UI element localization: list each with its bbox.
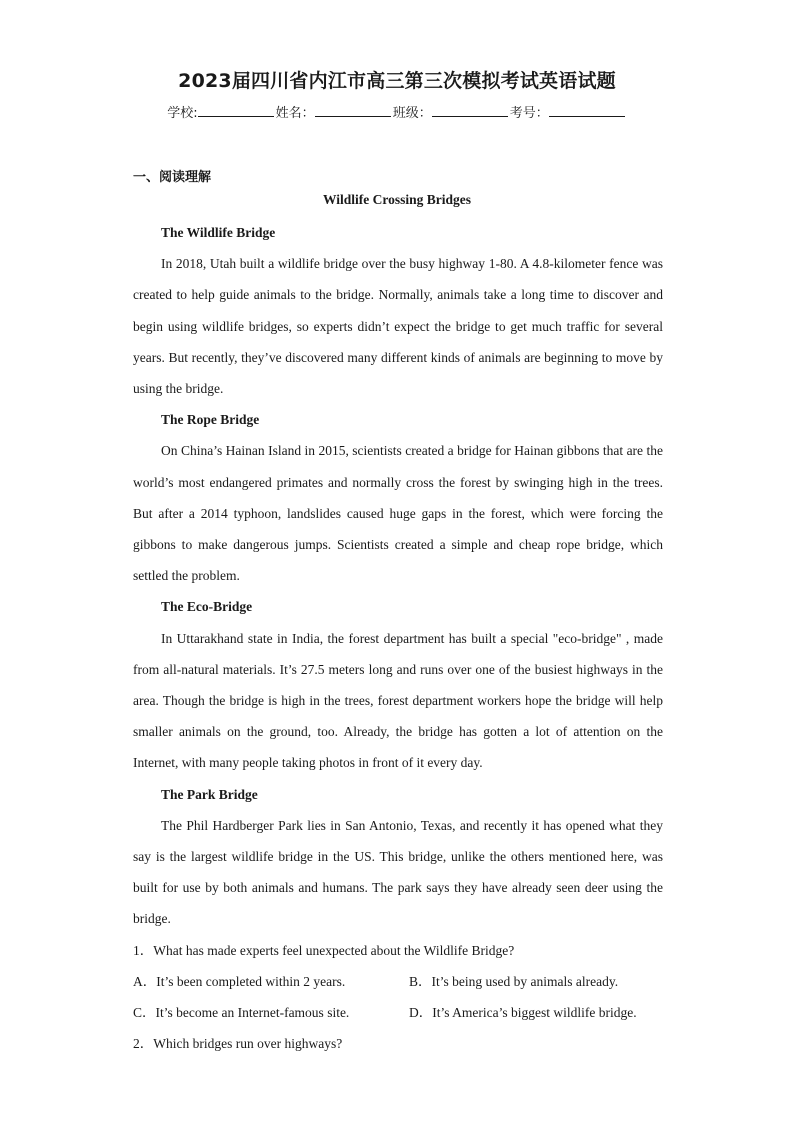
paragraph-wildlife-bridge: In 2018, Utah built a wildlife bridge over the busy highway 1-80. A 4.8-kilometer fence was created to help guide animals to the bridge. Normally, animals take a long time to discover and begin using wildlife bridges, so experts didn’t expect the bridge to get much traffic for several years. But recently, they’ve discovered many different kinds of animals are beginning to move by using the bridge. [133,256,663,397]
subheading-eco-bridge: The Eco-Bridge [161,599,253,615]
question-1-option-b: B．It’s being used by animals already. [409,973,619,989]
school-label: 学校: [167,106,198,121]
question-2-stem: 2．Which bridges run over highways? [133,1036,343,1052]
name-label: 姓名： [275,106,315,121]
number-blank [549,104,625,117]
question-1-option-a: A．It’s been completed within 2 years. [133,973,346,989]
subheading-rope-bridge: The Rope Bridge [161,412,260,428]
question-1-stem: 1．What has made experts feel unexpected about the Wildlife Bridge? [133,942,515,958]
passage-title: Wildlife Crossing Bridges [322,192,472,207]
number-label: 考号： [509,106,549,121]
question-1-option-d: D．It’s America’s biggest wildlife bridge. [409,1005,637,1021]
paragraph-eco-bridge: In Uttarakhand state in India, the forest department has built a special "eco-bridge" , made from all-natural materials. It’s 27.5 meters long and runs over one of the busiest highways in the area. Though the bridge is high in the trees, forest department workers hope the bridge will help smaller animals on the ground, too. Already, the bridge has gotten a lot of attention on the Internet, with many people taking photos in front of it every day. [133,630,663,771]
subheading-park-bridge: The Park Bridge [161,786,258,802]
class-blank [432,104,508,117]
question-1-options-row-2 [133,997,663,1028]
passage-body [133,217,663,1059]
class-label: 班级： [392,106,432,121]
paragraph-rope-bridge: On China’s Hainan Island in 2015, scientists created a bridge for Hainan gibbons that are the world’s most endangered primates and normally cross the forest by swinging high in the trees. But after a 2014 typhoon, landslides caused huge gaps in the forest, which were forcing the gibbons to make dangerous jumps. Scientists created a simple and cheap rope bridge, which settled the problem. [133,443,663,584]
exam-title: 2023届四川省内江市高三第三次模拟考试英语试题 [178,70,616,92]
question-1-options-row-1 [133,966,663,997]
school-blank [198,104,274,117]
student-info-line [0,102,794,121]
question-1-option-c: C．It’s become an Internet-famous site. [133,1005,350,1021]
section-heading: 一、阅读理解 [133,170,212,185]
name-blank [315,104,391,117]
subheading-wildlife-bridge: The Wildlife Bridge [161,225,276,240]
paragraph-park-bridge: The Phil Hardberger Park lies in San Antonio, Texas, and recently it has opened what they say is the largest wildlife bridge in the US. This bridge, unlike the others mentioned here, was built for use by both animals and humans. The park says they have already seen deer using the bridge. [133,817,663,927]
